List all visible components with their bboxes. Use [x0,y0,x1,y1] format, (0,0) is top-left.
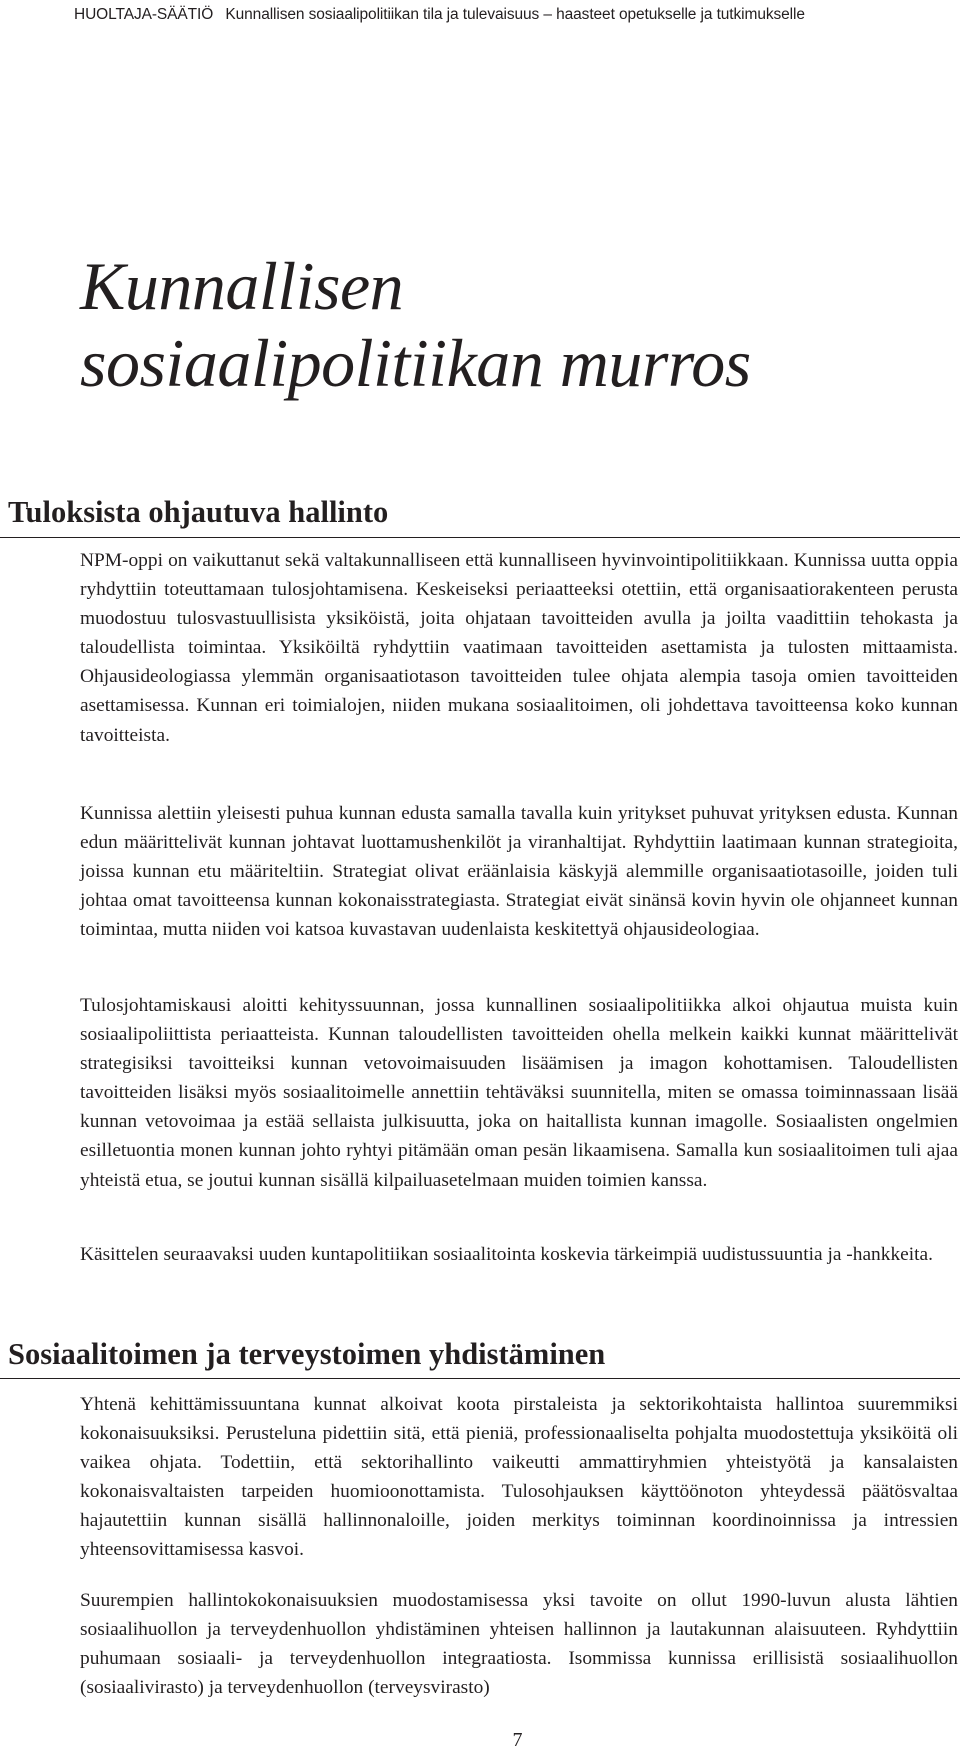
body-paragraph: Suurempien hallintokokonaisuuksien muodostamisessa yksi tavoite on ollut 1990-luvun alusta lähtien sosiaalihuollon ja terveydenhuollon yhdistäminen yhteisen hallinnon ja lautakunnan alaisuuteen. Ryhdyttiin puhumaan sosiaali- ja terveydenhuollon integraatiosta. Isommissa kunnissa erillisistä sosiaalihuollon (sosiaalivirasto) ja terveydenhuollon (terveysvirasto) [80,1590,958,1699]
body-paragraph: NPM-oppi on vaikuttanut sekä valtakunnalliseen että kunnalliseen hyvinvointipolitiikkaan. Kunnissa uutta oppia ryhdyttiin toteuttamaan tulosjohtamisena. Keskeiseksi periaatteeksi otettiin, että organisaatiorakenteen perusta muodostuu tulosvastuullisista yksiköistä, joita ohjataan tavoitteiden avulla ja joilta vaadittiin tehokasta ja taloudellista toimintaa. Yksiköiltä ryhdyttiin vaatimaan tavoitteiden asettamista ja tulosten mittaamista. Ohjausideologiassa ylemmän organisaatiotason tavoitteiden tulee ohjata alempia tasoja omien tavoitteiden asettamisessa. Kunnan eri toimialojen, niiden mukana sosiaalitoimen, oli johdettava tavoitteensa koko kunnan tavoitteista. [80,550,958,746]
body-paragraph: Tulosjohtamiskausi aloitti kehityssuunnan, jossa kunnallinen sosiaalipolitiikka alkoi ohjautua muista kuin sosiaalipoliittista periaatteista. Kunnan taloudellisten tavoitteiden ohella melkein kaikki kunnat määrittelivät strategisiksi tavoitteiksi kunnan vetovoimaisuuden lisäämisen ja imagon kohottamisen. Taloudellisten tavoitteiden lisäksi myös sosiaalitoimelle annettiin tehtäväksi suunnitella, miten se omassa toiminnassaan lisää kunnan vetovoimaa ja estää sellaista julkisuutta, joka on haitallista kunnan imagolle. Sosiaalisten ongelmien esilletuontia monen kunnan johto ryhtyi pitämään oman pesän likaamisena. Samalla kun sosiaalitoimen tuli ajaa yhteistä etua, se joutui kunnan sisällä kilpailuasetelmaan muiden toimien kanssa. [80,995,958,1191]
running-header [74,6,805,24]
body-paragraph: Käsittelen seuraavaksi uuden kuntapolitiikan sosiaalitointa koskevia tärkeimpiä uudistussuuntia ja -hankkeita. [80,1244,933,1265]
body-paragraph: Kunnissa alettiin yleisesti puhua kunnan edusta samalla tavalla kuin yritykset puhuvat yrityksen edusta. Kunnan edun määrittelivät kunnan johtavat luottamushenkilöt ja viranhaltijat. Ryhdyttiin laatimaan kunnan strategioita, joissa kunnan etu määriteltiin. Strategiat olivat eräänlaisia käskyjä alemmille organisaatiotasoille, joiden tuli johtaa omat tavoitteensa kunnan kokonaisstrategiasta. Strategiat eivät sinänsä kovin hyvin ole ohjanneet kunnan toimintaa, mutta niiden voi katsoa kuvastavan uudenlaista keskitettyä ohjausideologiaa. [80,803,958,941]
page-number: 7 [512,1729,523,1751]
section-rule-1 [0,537,960,538]
header-publication-title: Kunnallisen sosiaalipolitiikan tila ja tulevaisuus – haasteet opetukselle ja tutkimukselle [225,6,805,23]
chapter-title-line-2: sosiaalipolitiikan murros [80,325,751,401]
section-heading-1: Tuloksista ohjautuva hallinto [8,495,389,529]
section-heading-2: Sosiaalitoimen ja terveystoimen yhdistäminen [8,1337,606,1371]
chapter-title-line-1: Kunnallisen [80,248,404,324]
body-paragraph: Yhtenä kehittämissuuntana kunnat alkoivat koota pirstaleista ja sektorikohtaista hallintoa suuremmiksi kokonaisuuksiksi. Perusteluna pidettiin sitä, että pieniä, professionaaliselta pohjalta muodostettuja yksiköitä oli vaikea ohjata. Todettiin, että sektorihallinto vaikeutti ammattiryhmien yhteistyötä ja kansalaisten kokonaisvaltaisten tarpeiden huomioonottamista. Tulosohjauksen käyttöönoton yhteydessä päätösvaltaa hajautettiin kunnan sisällä hallinnonaloille, joiden merkitys toiminnan koordinoinnissa ja intressien yhteensovittamisessa kasvoi. [80,1394,958,1561]
section-rule-2 [0,1378,960,1379]
header-organization: HUOLTAJA-SÄÄTIÖ [74,6,214,23]
chapter-title [80,248,751,402]
